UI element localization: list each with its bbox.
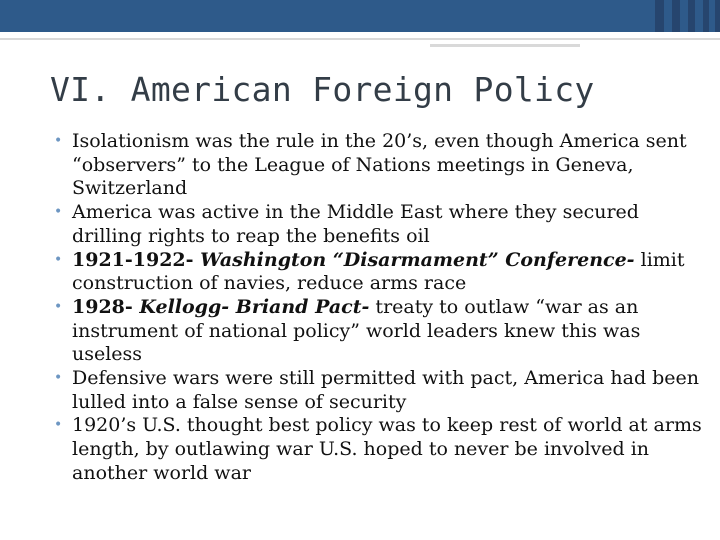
bullet-lead-event: Kellogg- Briand Pact- bbox=[139, 295, 370, 318]
header-accent-line bbox=[430, 44, 580, 47]
bullet-dot: • bbox=[54, 251, 63, 268]
bullet-dot: • bbox=[54, 370, 63, 387]
bullet-item bbox=[52, 249, 702, 296]
header-stripe bbox=[715, 0, 720, 32]
slide-title: VI. American Foreign Policy bbox=[50, 70, 595, 109]
header-stripe bbox=[655, 0, 664, 32]
bullet-lead-date: 1921-1922- bbox=[72, 248, 201, 271]
bullet-text: limit construction of navies, reduce arms race bbox=[72, 248, 685, 295]
bullet-item bbox=[52, 367, 702, 414]
bullet-item bbox=[52, 130, 702, 201]
bullet-lead-event: Washington “Disarmament” Conference- bbox=[200, 248, 635, 271]
bullet-dot: • bbox=[54, 204, 63, 221]
header-stripe bbox=[688, 0, 695, 32]
bullet-item bbox=[52, 296, 702, 367]
bullet-dot: • bbox=[54, 298, 63, 315]
bullet-item bbox=[52, 414, 702, 485]
bullet-item bbox=[52, 201, 702, 248]
bullet-text: 1920’s U.S. thought best policy was to keep rest of world at arms length, by outlawing war U.S. hoped to never be involved in another world war bbox=[72, 414, 702, 484]
bullet-dot: • bbox=[54, 133, 63, 149]
header-divider bbox=[0, 38, 720, 40]
bullet-text: America was active in the Middle East where they secured drilling rights to reap the benefits oil bbox=[72, 201, 639, 247]
bullet-text: Defensive wars were still permitted with pact, America had been lulled into a false sense of security bbox=[72, 367, 700, 413]
bullet-dot: • bbox=[54, 417, 63, 434]
header-band bbox=[0, 0, 720, 32]
bullet-text: Isolationism was the rule in the 20’s, even though America sent “observers” to the League of Nations meetings in Geneva, Switzerland bbox=[72, 130, 687, 200]
bullet-text: treaty to outlaw “war as an instrument of national policy” world leaders knew this was useless bbox=[72, 295, 641, 366]
header-stripe bbox=[672, 0, 680, 32]
header-stripe bbox=[703, 0, 709, 32]
bullet-lead-date: 1928- bbox=[72, 295, 140, 318]
bullet-list bbox=[52, 130, 702, 486]
